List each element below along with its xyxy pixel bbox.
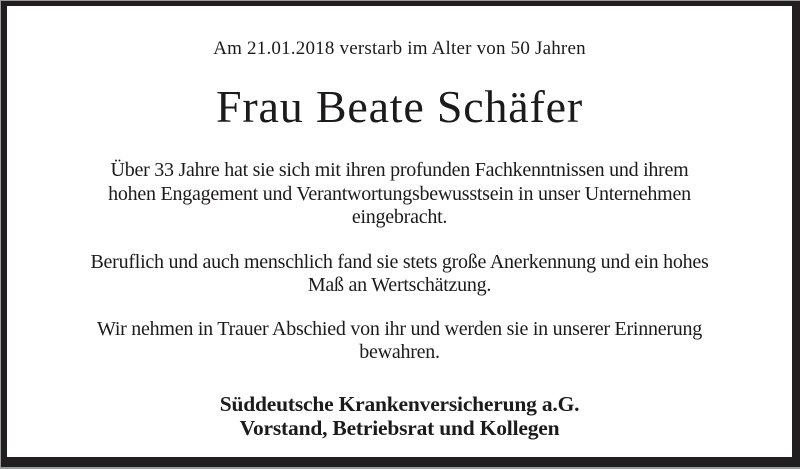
notice-frame-border bbox=[1, 1, 800, 467]
signature-block bbox=[7, 392, 792, 441]
deceased-name: Frau Beate Schäfer bbox=[216, 81, 583, 132]
notice-content bbox=[7, 6, 792, 457]
paragraph-line: Beruflich und auch menschlich fand sie stets große Anerkennung und ein hohes bbox=[90, 250, 709, 273]
paragraph-line: Wir nehmen in Trauer Abschied von ihr und werden sie in unserer Erinnerung bbox=[97, 317, 702, 340]
paragraph-line: Maß an Wertschätzung. bbox=[307, 274, 492, 296]
paragraph-line: bewahren. bbox=[359, 341, 440, 363]
paragraph-service bbox=[7, 159, 792, 230]
paragraph-recognition bbox=[7, 251, 792, 298]
paragraph-line: eingebracht. bbox=[351, 206, 448, 228]
signers-line: Vorstand, Betriebsrat und Kollegen bbox=[239, 416, 560, 440]
paragraph-line: Über 33 Jahre hat sie sich mit ihren profunden Fachkenntnissen und ihrem bbox=[110, 159, 689, 181]
paragraph-line: hohen Engagement und Verantwortungsbewusstsein in unser Unternehmen bbox=[108, 182, 691, 205]
company-name: Süddeutsche Krankenversicherung a.G. bbox=[219, 391, 580, 416]
paragraph-farewell bbox=[7, 318, 792, 365]
death-date-line: Am 21.01.2018 verstarb im Alter von 50 Jahren bbox=[213, 38, 586, 59]
